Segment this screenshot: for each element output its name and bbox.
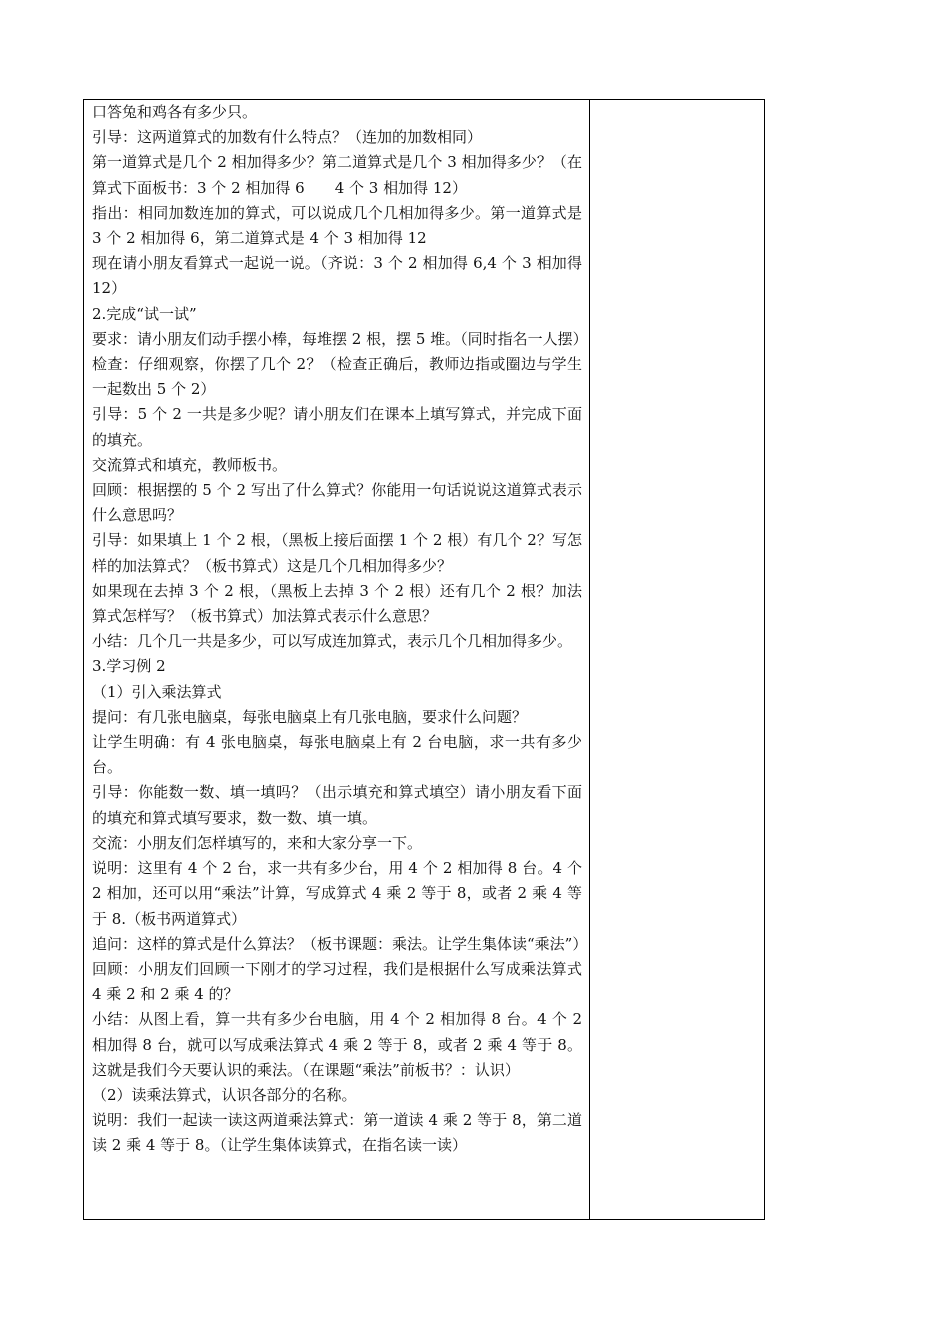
paragraph: 引导：如果填上 1 个 2 根，（黑板上接后面摆 1 个 2 根）有几个 2？写怎样的加法算式？（板书算式）这是几个几相加得多少？ [92, 531, 582, 575]
paragraph: 现在请小朋友看算式一起说一说。（齐说：3 个 2 相加得 6,4 个 3 相加得 12） [92, 254, 587, 298]
paragraph: 引导：5 个 2 一共是多少呢？请小朋友们在课本上填写算式，并完成下面的填充。 [92, 405, 582, 449]
paragraph: 引导：这两道算式的加数有什么特点？（连加的加数相同） [92, 128, 483, 147]
paragraph: 提问：有几张电脑桌，每张电脑桌上有几张电脑，要求什么问题？ [92, 707, 528, 726]
subsection-heading: （2）读乘法算式，认识各部分的名称。 [92, 1085, 357, 1104]
subsection-heading: （1）引入乘法算式 [92, 682, 222, 701]
paragraph: 检查：仔细观察，你摆了几个 2？（检查正确后，教师边指或圈边与学生一起数出 5 个 2） [92, 355, 582, 399]
paragraph: 说明：这里有 4 个 2 台，求一共有多少台，用 4 个 2 相加得 8 台。4 个 2 相加，还可以用“乘法”计算，写成算式 4 乘 2 等于 8，或者 2 乘 4 等于 8.（板书两道算式） [92, 859, 587, 928]
paragraph: 要求：请小朋友们动手摆小棒，每堆摆 2 根，摆 5 堆。（同时指名一人摆） [92, 329, 588, 348]
lesson-content [84, 100, 589, 1159]
section-heading: 3.学习例 2 [92, 657, 166, 676]
paragraph: 指出：相同加数连加的算式，可以说成几个几相加得多少。第一道算式是 3 个 2 相加得 6，第二道算式是 4 个 3 相加得 12 [92, 203, 587, 248]
paragraph: 交流算式和填充，教师板书。 [92, 455, 288, 474]
paragraph: 第一道算式是几个 2 相加得多少？第二道算式是几个 3 相加得多少？（在算式下面板书：3 个 2 相加得 6 4 个 3 相加得 12） [92, 153, 582, 197]
paragraph: 如果现在去掉 3 个 2 根，（黑板上去掉 3 个 2 根）还有几个 2 根？加法算式怎样写？（板书算式）加法算式表示什么意思？ [92, 581, 582, 626]
section-heading: 2.完成“试一试” [92, 304, 197, 323]
notes-cell [590, 100, 765, 1220]
table-row [84, 100, 765, 1220]
paragraph: 小结：从图上看，算一共有多少台电脑，用 4 个 2 相加得 8 台。4 个 2 相加得 8 台，就可以写成乘法算式 4 乘 2 等于 8，或者 2 乘 4 等于 8。这就是我们今天要认识的乘法。（在课题“乘法”前板书？：认识） [92, 1010, 587, 1079]
paragraph: 追问：这样的算式是什么算法？（板书课题：乘法。让学生集体读“乘法”） [92, 934, 588, 953]
paragraph: 让学生明确：有 4 张电脑桌，每张电脑桌上有 2 台电脑，求一共有多少台。 [92, 733, 582, 777]
paragraph: 引导：你能数一数、填一填吗？（出示填充和算式填空）请小朋友看下面的填充和算式填写要求，数一数、填一填。 [92, 783, 582, 827]
paragraph: 回顾：根据摆的 5 个 2 写出了什么算式？你能用一句话说说这道算式表示什么意思吗？ [92, 481, 582, 525]
paragraph: 交流：小朋友们怎样填写的，来和大家分享一下。 [92, 833, 423, 852]
paragraph: 小结：几个几一共是多少，可以写成连加算式，表示几个几相加得多少。 [92, 632, 573, 651]
lesson-plan-table [83, 99, 765, 1220]
lesson-content-cell [84, 100, 590, 1220]
paragraph: 口答兔和鸡各有多少只。 [92, 103, 258, 121]
paragraph: 回顾：小朋友们回顾一下刚才的学习过程，我们是根据什么写成乘法算式 4 乘 2 和 2 乘 4 的？ [92, 959, 587, 1004]
paragraph: 说明：我们一起读一读这两道乘法算式：第一道读 4 乘 2 等于 8，第二道读 2 乘 4 等于 8。（让学生集体读算式，在指名读一读） [92, 1111, 582, 1155]
